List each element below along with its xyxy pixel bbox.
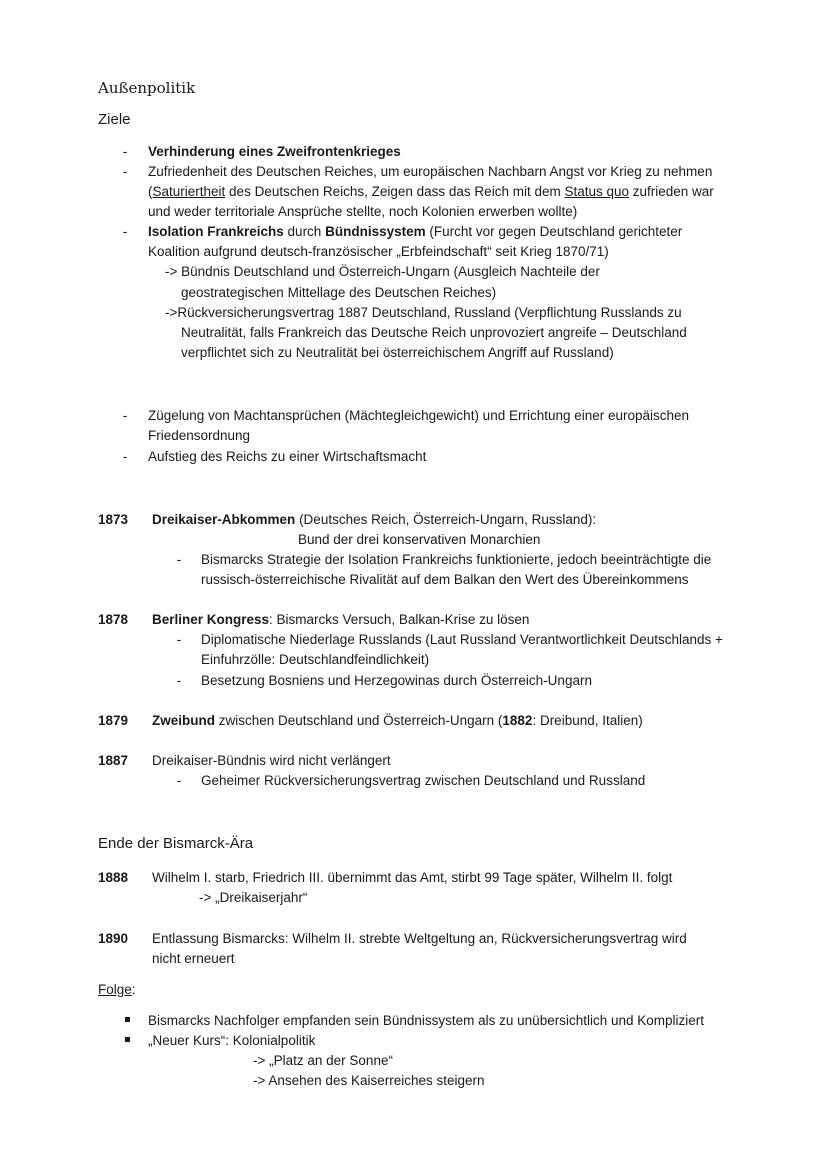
ziele-item-2-line-1: Zufriedenheit des Deutschen Reiches, um europäischen Nachbarn Angst vor Krieg zu nehmen bbox=[148, 164, 713, 179]
ziele-item-3-sub-2-line-3: verpflichtet sich zu Neutralität bei österreichischem Angriff auf Russland) bbox=[181, 345, 614, 360]
section-heading-ende: Ende der Bismarck-Ära bbox=[98, 835, 254, 852]
ziele-item-3-sub-2-line-1: ->Rückversicherungsvertrag 1887 Deutschland, Russland (Verpflichtung Russlands zu bbox=[165, 305, 682, 320]
event-1887-line-1: Dreikaiser-Bündnis wird nicht verlängert bbox=[152, 753, 391, 768]
square-bullet-icon bbox=[125, 1017, 130, 1022]
event-1878-sub-1-line-2: Einfuhrzölle: Deutschlandfeindlichkeit) bbox=[201, 652, 430, 667]
underlined-term: Status quo bbox=[564, 184, 630, 199]
bullet-dash: - bbox=[122, 144, 128, 159]
year-1887: 1887 bbox=[98, 753, 129, 768]
event-1873-line-1: Dreikaiser-Abkommen (Deutsches Reich, Österreich-Ungarn, Russland): bbox=[152, 512, 597, 527]
bullet-dash: - bbox=[176, 773, 182, 788]
page-title: Außenpolitik bbox=[98, 79, 196, 97]
event-1878-sub-2: Besetzung Bosniens und Herzegowinas durch Österreich-Ungarn bbox=[201, 673, 592, 688]
year-1878: 1878 bbox=[98, 612, 129, 627]
bullet-dash: - bbox=[122, 224, 128, 239]
event-1890-line-1: Entlassung Bismarcks: Wilhelm II. strebte Weltgeltung an, Rückversicherungsvertrag wird bbox=[152, 931, 687, 946]
underlined-term: Saturiertheit bbox=[152, 184, 226, 199]
ziele-item-3-line-2: Koalition aufgrund deutsch-französischer „Erbfeindschaft“ seit Krieg 1870/71) bbox=[148, 244, 609, 259]
folge-sub-2: -> Ansehen des Kaiserreiches steigern bbox=[253, 1073, 485, 1088]
year-1890: 1890 bbox=[98, 931, 129, 946]
event-1879-line-1: Zweibund zwischen Deutschland und Österreich-Ungarn (1882: Dreibund, Italien) bbox=[152, 713, 643, 728]
event-1878-sub-1-line-1: Diplomatische Niederlage Russlands (Laut Russland Verantwortlichkeit Deutschlands + bbox=[201, 632, 723, 647]
ziele-item-2-line-2: (Saturiertheit des Deutschen Reichs, Zeigen dass das Reich mit dem Status quo zufrieden war bbox=[148, 184, 714, 199]
event-1873-line-2: Bund der drei konservativen Monarchien bbox=[298, 532, 541, 547]
bullet-dash: - bbox=[122, 164, 128, 179]
ziele-item-1: Verhinderung eines Zweifrontenkrieges bbox=[148, 144, 401, 159]
year-1888: 1888 bbox=[98, 870, 129, 885]
year-1879: 1879 bbox=[98, 713, 129, 728]
event-1873-sub-1-line-2: russisch-österreichische Rivalität auf dem Balkan den Wert des Übereinkommens bbox=[201, 572, 689, 587]
folge-item-1: Bismarcks Nachfolger empfanden sein Bündnissystem als zu unübersichtlich und Kompliziert bbox=[148, 1013, 705, 1028]
event-1888-line-2: -> „Dreikaiserjahr“ bbox=[199, 890, 308, 905]
event-1888-line-1: Wilhelm I. starb, Friedrich III. übernimmt das Amt, stirbt 99 Tage später, Wilhelm II. folgt bbox=[152, 870, 673, 885]
square-bullet-icon bbox=[125, 1037, 130, 1042]
bullet-dash: - bbox=[176, 673, 182, 688]
bullet-dash: - bbox=[122, 408, 128, 423]
event-1890-line-2: nicht erneuert bbox=[152, 951, 235, 966]
ziele-item-3-sub-2-line-2: Neutralität, falls Frankreich das Deutsche Reich unprovoziert angreife – Deutschland bbox=[181, 325, 687, 340]
folge-label: Folge: bbox=[98, 982, 136, 997]
ziele-item-4-line-1: Zügelung von Machtansprüchen (Mächtegleichgewicht) und Errichtung einer europäischen bbox=[148, 408, 690, 423]
bullet-dash: - bbox=[176, 552, 182, 567]
bullet-dash: - bbox=[122, 449, 128, 464]
ziele-item-3-sub-1-line-1: -> Bündnis Deutschland und Österreich-Ungarn (Ausgleich Nachteile der bbox=[165, 264, 600, 279]
section-heading-ziele: Ziele bbox=[98, 111, 131, 128]
folge-item-2: „Neuer Kurs“: Kolonialpolitik bbox=[148, 1033, 316, 1048]
ziele-item-5: Aufstieg des Reichs zu einer Wirtschaftsmacht bbox=[148, 449, 427, 464]
bullet-dash: - bbox=[176, 632, 182, 647]
event-1873-sub-1-line-1: Bismarcks Strategie der Isolation Frankreichs funktionierte, jedoch beeinträchtigte die bbox=[201, 552, 712, 567]
ziele-item-4-line-2: Friedensordnung bbox=[148, 428, 251, 443]
ziele-item-2-line-3: und weder territoriale Ansprüche stellte, noch Kolonien erwerben wollte) bbox=[148, 204, 578, 219]
folge-sub-1: -> „Platz an der Sonne“ bbox=[253, 1053, 393, 1068]
event-1887-sub-1: Geheimer Rückversicherungsvertrag zwischen Deutschland und Russland bbox=[201, 773, 646, 788]
year-1873: 1873 bbox=[98, 512, 129, 527]
ziele-item-3-sub-1-line-2: geostrategischen Mittellage des Deutschen Reiches) bbox=[181, 285, 497, 300]
event-1878-line-1: Berliner Kongress: Bismarcks Versuch, Balkan-Krise zu lösen bbox=[152, 612, 530, 627]
ziele-item-3-line-1: Isolation Frankreichs durch Bündnissystem (Furcht vor gegen Deutschland gerichteter bbox=[148, 224, 683, 239]
